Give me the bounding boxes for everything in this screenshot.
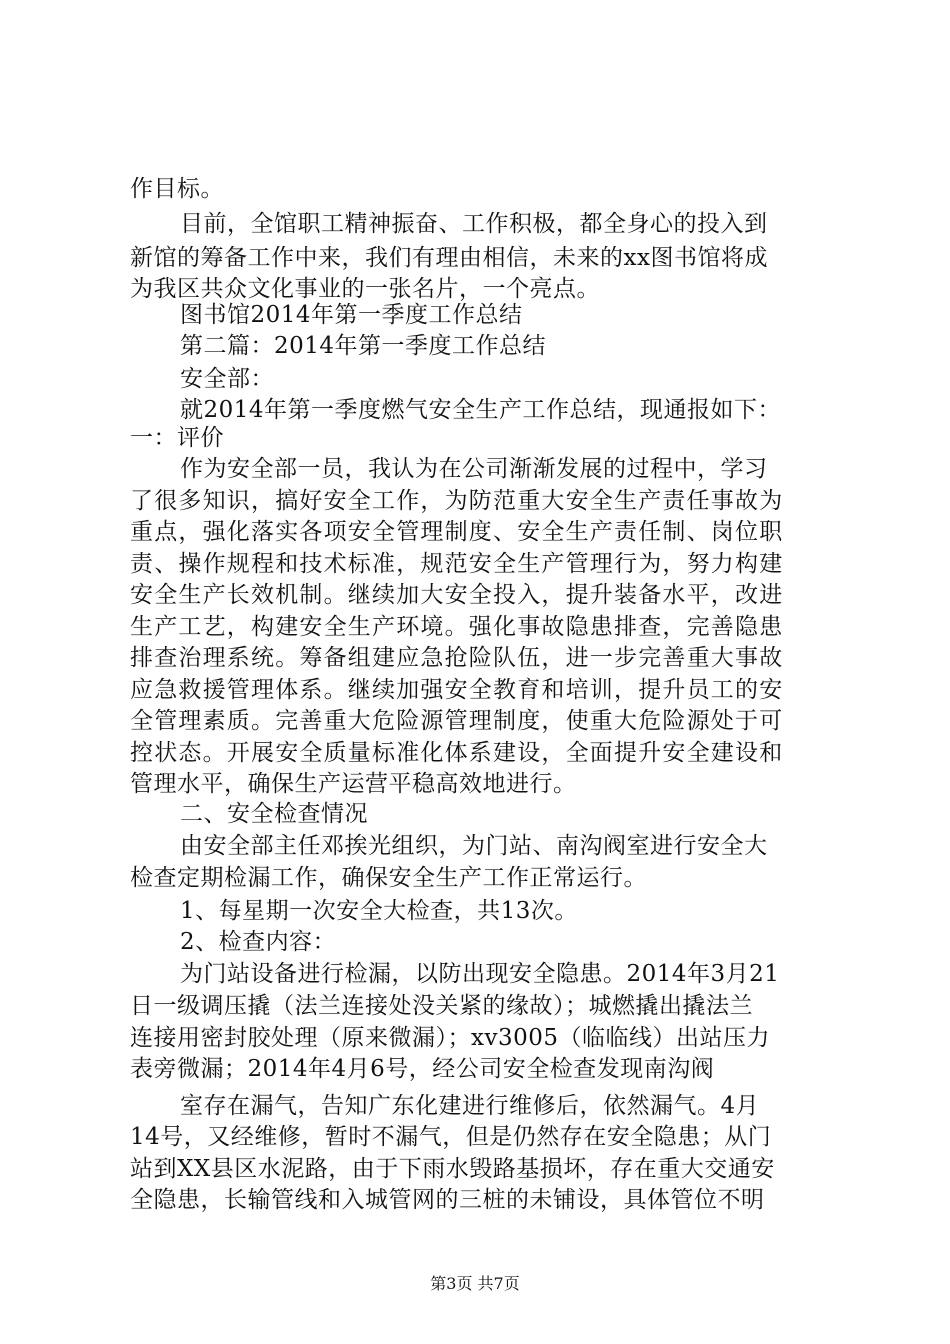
list-item: 2、检查内容： [180, 929, 337, 955]
text-line: 检查定期检漏工作，确保安全生产工作正常运行。 [130, 865, 647, 891]
text-line: 为我区共众文化事业的一张名片，一个亮点。 [130, 276, 600, 302]
text-line: 全管理素质。完善重大危险源管理制度，使重大危险源处于可 [130, 708, 784, 734]
text-line: 日一级调压撬（法兰连接处没关紧的缘故）；城燃撬出撬法兰 [130, 993, 753, 1019]
text-line: 责、操作规程和技术标准，规范安全生产管理行为，努力构建 [130, 551, 784, 577]
text-line: 室存在漏气，告知广东化建进行维修后，依然漏气。4月 [180, 1093, 760, 1119]
text-line: 作为安全部一员，我认为在公司渐渐发展的过程中，学习 [180, 456, 768, 482]
text-line: 管理水平，确保生产运营平稳高效地进行。 [130, 771, 577, 797]
text-line: 生产工艺，构建安全生产环境。强化事故隐患排查，完善隐患 [130, 614, 784, 640]
text-line: 为门站设备进行检漏，以防出现安全隐患。2014年3月21 [180, 961, 780, 987]
text-line: 了很多知识，搞好安全工作，为防范重大安全生产责任事故为 [130, 488, 784, 514]
section-heading: 二、安全检查情况 [180, 801, 368, 827]
text-line: 控状态。开展安全质量标准化体系建设，全面提升安全建设和 [130, 740, 784, 766]
section-heading: 一：评价 [130, 425, 224, 451]
text-line: 新馆的筹备工作中来，我们有理由相信，未来的xx图书馆将成 [130, 245, 768, 271]
text-line: 由安全部主任邓挨光组织，为门站、南沟阀室进行安全大 [180, 833, 768, 859]
text-line: 第二篇：2014年第一季度工作总结 [180, 333, 547, 359]
text-line: 全隐患，长输管线和入城管网的三桩的未铺设，具体管位不明 [130, 1187, 765, 1213]
text-line: 连接用密封胶处理（原来微漏）；xv3005（临临线）出站压力 [130, 1025, 770, 1051]
text-line: 14号，又经维修，暂时不漏气，但是仍然存在安全隐患；从门 [130, 1124, 772, 1150]
text-line: 就2014年第一季度燃气安全生产工作总结，现通报如下： [180, 397, 782, 423]
text-line: 目前，全馆职工精神振奋、工作积极，都全身心的投入到 [180, 211, 768, 237]
text-line: 应急救援管理体系。继续加强安全教育和培训，提升员工的安 [130, 677, 784, 703]
text-line: 安全部： [180, 366, 274, 392]
text-line: 站到XX县区水泥路，由于下雨水毁路基损坏，存在重大交通安 [130, 1156, 775, 1182]
text-line: 作目标。 [130, 176, 224, 202]
text-line: 安全生产长效机制。继续加大安全投入，提升装备水平，改进 [130, 582, 784, 608]
page-number: 第3页 共7页 [430, 1274, 520, 1293]
list-item: 1、每星期一次安全大检查，共13次。 [180, 898, 578, 924]
text-line: 重点，强化落实各项安全管理制度、安全生产责任制、岗位职 [130, 519, 784, 545]
text-line: 排查治理系统。筹备组建应急抢险队伍，进一步完善重大事故 [130, 645, 784, 671]
text-line: 表旁微漏；2014年4月6号，经公司安全检查发现南沟阀 [130, 1056, 715, 1082]
text-line: 图书馆2014年第一季度工作总结 [180, 302, 523, 328]
